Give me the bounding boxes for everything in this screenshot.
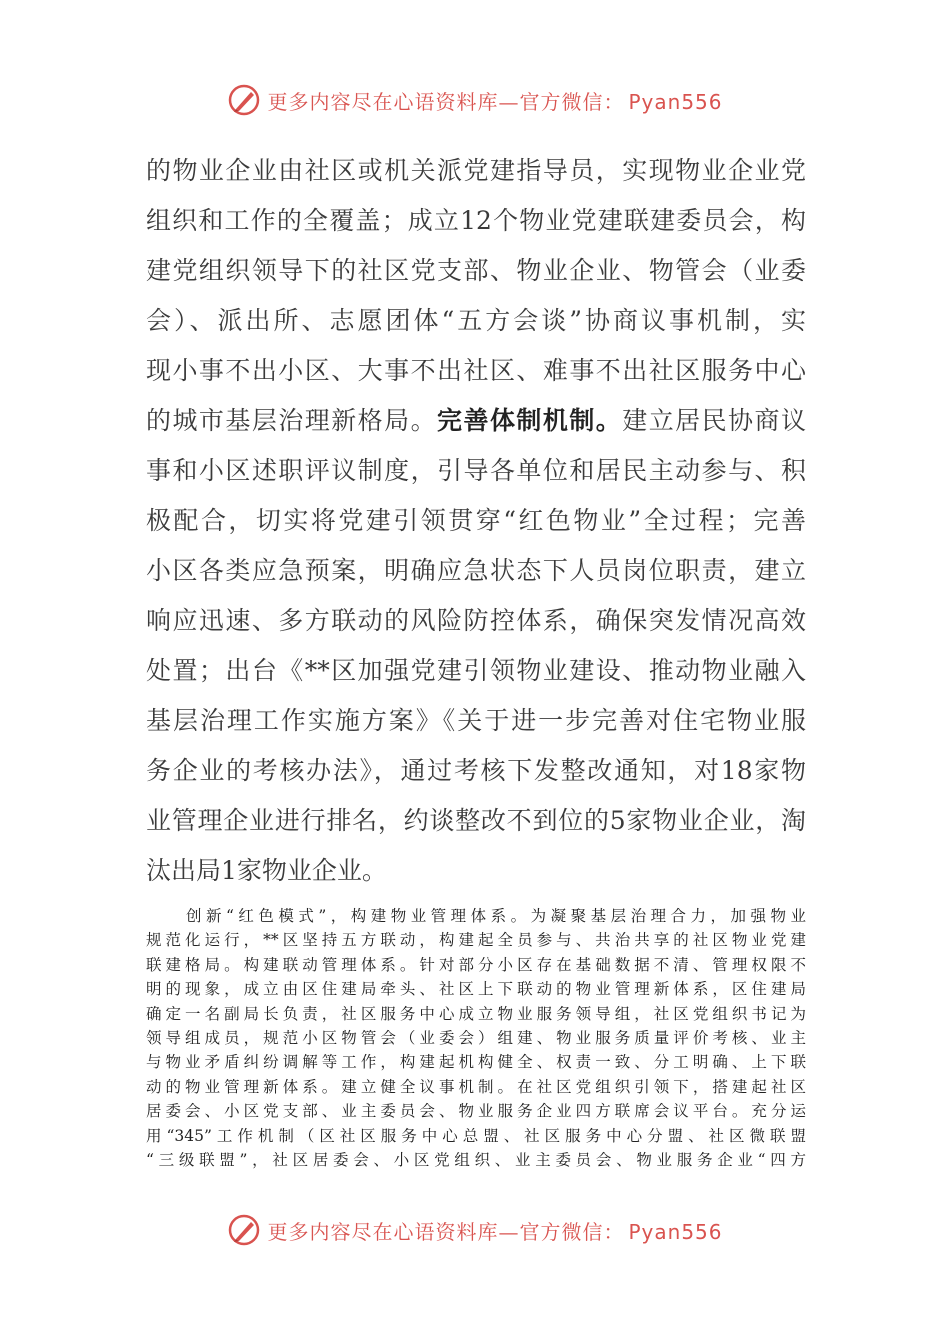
small-text-line: 确定一名副局长负责，社区服务中心成立物业服务领导组，社区党组织书记为 — [146, 1004, 806, 1023]
small-text-line: 与物业矛盾纠纷调解等工作，构建起机构健全、权责一致、分工明确、上下联 — [146, 1053, 806, 1072]
banner-text: 更多内容尽在心语资料库—官方微信： Pyan556 — [267, 89, 723, 114]
text-line-with-heading: 的城市基层治理新格局。完善体制机制。建立居民协商议 — [146, 406, 806, 435]
inline-heading: 完善体制机制。 — [437, 406, 623, 435]
text-line: 小区各类应急预案，明确应急状态下人员岗位职责，建立 — [146, 556, 806, 585]
header-watermark-banner — [0, 80, 950, 120]
main-paragraph — [146, 146, 806, 896]
small-text-line: 领导组成员，规范小区物管会（业委会）组建、物业服务质量评价考核、业主 — [146, 1028, 806, 1047]
text-line: 业管理企业进行排名，约谈整改不到位的5家物业企业，淘 — [146, 806, 806, 835]
text-line: 基层治理工作实施方案》《关于进一步完善对住宅物业服 — [146, 706, 806, 735]
text-line: 的物业企业由社区或机关派党建指导员，实现物业企业党 — [146, 156, 806, 185]
text-line: 现小事不出小区、大事不出社区、难事不出社区服务中心 — [146, 356, 806, 385]
text-line: 处置；出台《**区加强党建引领物业建设、推动物业融入 — [146, 656, 806, 685]
pen-logo-icon — [227, 83, 261, 117]
small-text-line: 动的物业管理新体系。建立健全议事机制。在社区党组织引领下，搭建起社区 — [146, 1077, 806, 1096]
small-text-line: 用“345”工作机制（区社区服务中心总盟、社区服务中心分盟、社区微联盟 — [146, 1126, 806, 1145]
banner-text: 更多内容尽在心语资料库—官方微信： Pyan556 — [267, 1219, 723, 1244]
small-text-line: 居委会、小区党支部、业主委员会、物业服务企业四方联席会议平台。充分运 — [146, 1102, 806, 1121]
text-line: 响应迅速、多方联动的风险防控体系，确保突发情况高效 — [146, 606, 806, 635]
text-line: 组织和工作的全覆盖；成立12个物业党建联建委员会，构 — [146, 206, 806, 235]
small-text-line: 规范化运行，**区坚持五方联动，构建起全员参与、共治共享的社区物业党建 — [146, 931, 806, 950]
footer-watermark-banner — [0, 1210, 950, 1250]
small-paragraph — [146, 904, 806, 1172]
text-line: 建党组织领导下的社区党支部、物业企业、物管会（业委 — [146, 256, 806, 285]
text-line: 极配合，切实将党建引领贯穿“红色物业”全过程；完善 — [146, 506, 806, 535]
small-text-line: 创新“红色模式”，构建物业管理体系。为凝聚基层治理合力，加强物业 — [146, 907, 806, 925]
text-line: 汰出局1家物业企业。 — [146, 856, 387, 885]
small-text-line: 明的现象，成立由区住建局牵头、社区上下联动的物业管理新体系，区住建局 — [146, 980, 806, 999]
pen-logo-icon — [227, 1213, 261, 1247]
text-line: 会）、派出所、志愿团体“五方会谈”协商议事机制，实 — [146, 306, 806, 335]
small-text-line: 联建格局。构建联动管理体系。针对部分小区存在基础数据不清、管理权限不 — [146, 955, 806, 974]
small-text-line: “三级联盟”，社区居委会、小区党组织、业主委员会、物业服务企业“四方 — [146, 1150, 806, 1169]
text-line: 务企业的考核办法》，通过考核下发整改通知，对18家物 — [146, 756, 806, 785]
text-line: 事和小区述职评议制度，引导各单位和居民主动参与、积 — [146, 456, 806, 485]
